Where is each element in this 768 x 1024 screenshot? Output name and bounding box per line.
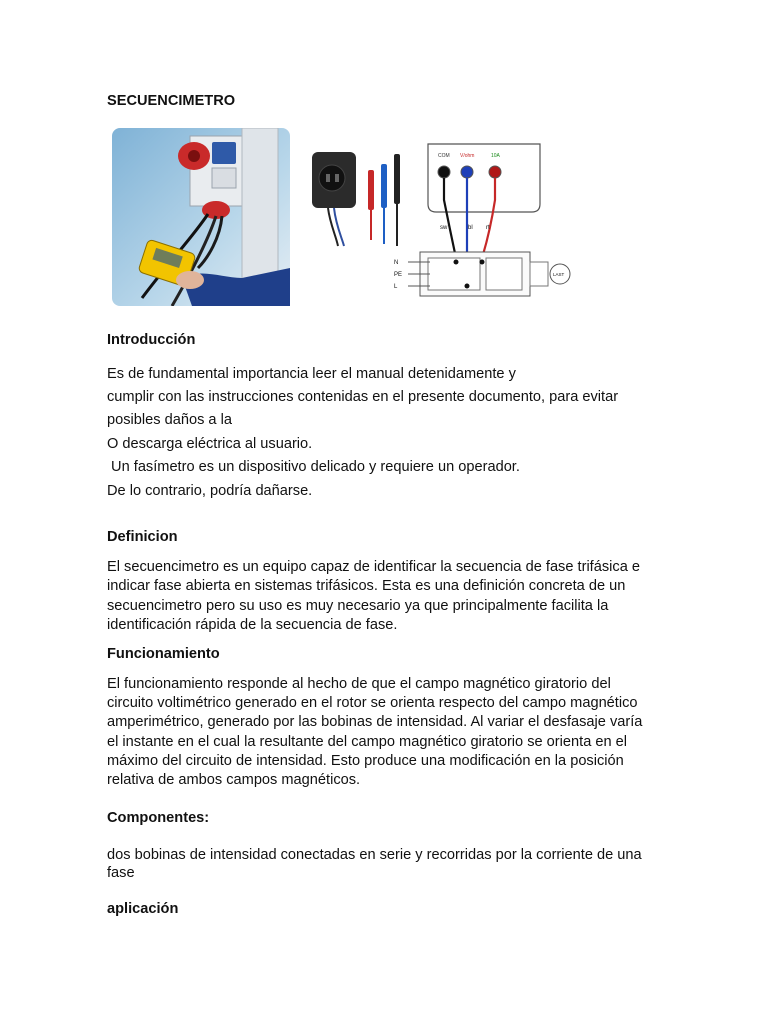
label-last: LAST <box>553 272 565 277</box>
definicion-line: secuencimetro pero su uso es muy necesario ya que principalmente facilita la <box>107 598 609 614</box>
label-n: N <box>394 260 399 266</box>
label-l: L <box>394 284 398 290</box>
heading-definicion: Definicion <box>107 529 178 545</box>
connection-diagram-svg <box>390 140 580 302</box>
label-rt: rt <box>486 225 490 231</box>
document-title: SECUENCIMETRO <box>107 93 236 109</box>
definicion-line: indicar fase abierta en sistemas trifásicos. Esta es una definición concreta de un <box>107 578 626 594</box>
funcionamiento-line: amperimétrico, generado por las bobinas de intensidad. Al variar el desfasaje varía <box>107 714 643 730</box>
heading-introduccion: Introducción <box>107 332 196 348</box>
definicion-line: El secuencimetro es un equipo capaz de identificar la secuencia de fase trifásica e <box>107 559 640 575</box>
funcionamiento-line: máximo del circuito de intensidad. Esto produce una modificación en la posición <box>107 753 624 769</box>
heading-funcionamiento: Funcionamiento <box>107 646 220 662</box>
label-pe: PE <box>394 272 403 278</box>
heading-componentes: Componentes: <box>107 810 210 826</box>
heading-aplicacion: aplicación <box>107 901 179 917</box>
intro-line: O descarga eléctrica al usuario. <box>107 436 313 452</box>
funcionamiento-line: relativa de ambos campos magnéticos. <box>107 772 361 788</box>
intro-line: Es de fundamental importancia leer el manual detenidamente y <box>107 366 516 382</box>
intro-line: Un fasímetro es un dispositivo delicado y requiere un operador. <box>107 459 520 475</box>
funcionamiento-line: el instante en el cual la resultante del campo magnético giratorio se orienta en el <box>107 734 628 750</box>
label-bl: bl <box>468 225 473 231</box>
componentes-line: fase <box>107 865 135 881</box>
label-vohm: V/ohm <box>460 153 475 159</box>
label-10a: 10A <box>491 153 500 159</box>
componentes-line: dos bobinas de intensidad conectadas en serie y recorridas por la corriente de una <box>107 847 642 863</box>
photo-sequence-meter-svg <box>112 128 290 306</box>
intro-line: posibles daños a la <box>107 412 232 428</box>
intro-line: cumplir con las instrucciones contenidas en el presente documento, para evitar <box>107 389 619 405</box>
photo-sequence-meter-in-use <box>112 128 290 306</box>
label-com: COM <box>438 153 450 159</box>
definicion-line: identificación rápida de la secuencia de fase. <box>107 617 398 633</box>
funcionamiento-line: circuito voltimétrico generado en el rotor se orienta respecto del campo magnético <box>107 695 638 711</box>
label-sw: sw <box>440 225 448 231</box>
funcionamiento-line: El funcionamiento responde al hecho de que el campo magnético giratorio del <box>107 676 611 692</box>
connection-diagram <box>390 140 580 302</box>
intro-line: De lo contrario, podría dañarse. <box>107 483 313 499</box>
